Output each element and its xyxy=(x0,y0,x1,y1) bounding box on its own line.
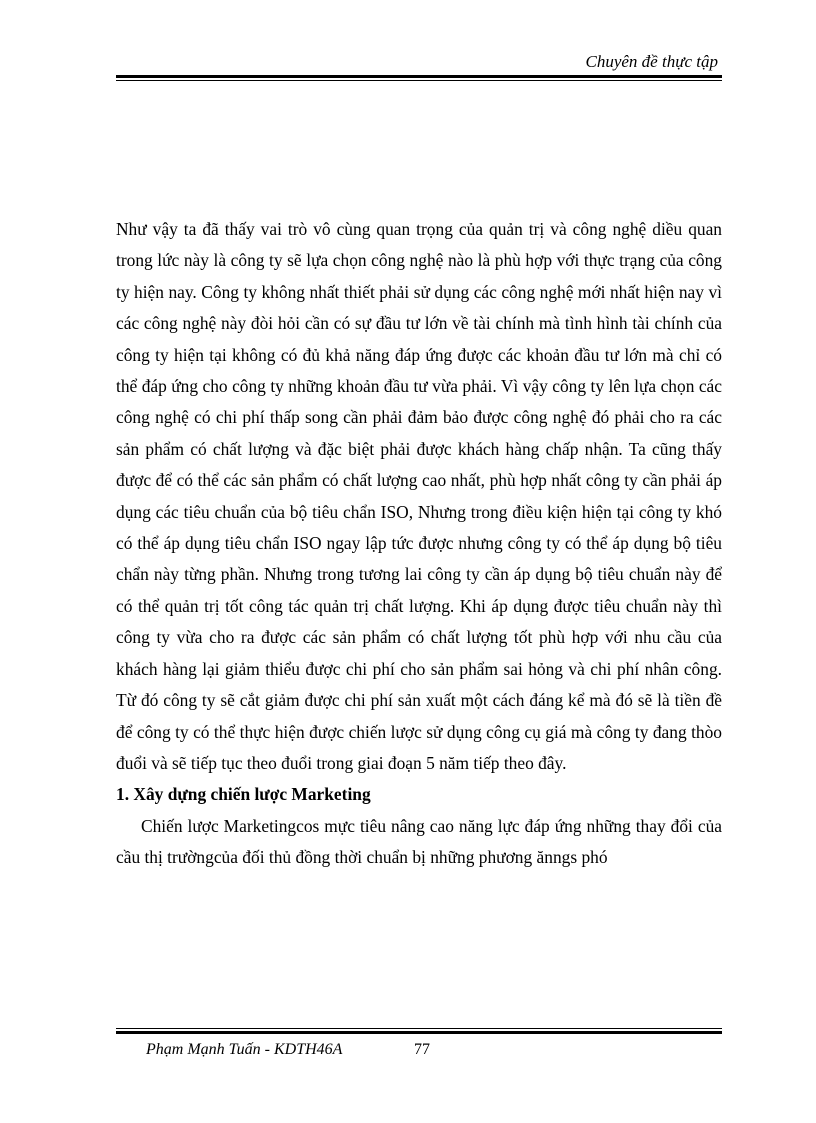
footer-rule-thick xyxy=(116,1031,722,1034)
document-title: Chuyên đề thực tập xyxy=(585,52,718,71)
header-rule-thin xyxy=(116,80,722,81)
section-paragraph: Chiến lược Marketingcos mực tiêu nâng cao năng lực đáp ứng những thay đổi của cầu thị trườngcủa đối thủ đồng thời chuẩn bị những phương ănngs phó xyxy=(116,815,722,868)
footer-rule-thin xyxy=(116,1028,722,1029)
footer-author: Phạm Mạnh Tuấn - KDTH46A xyxy=(146,1041,343,1058)
page-body xyxy=(116,214,722,874)
header-rule-thick xyxy=(116,75,722,78)
body-paragraph: Như vậy ta đã thấy vai trò vô cùng quan trọng của quản trị và công nghệ diều quan trong lức này là công ty sẽ lựa chọn công nghệ nào là phù hợp với thực trạng của công ty hiện nay. Công ty không nhất thiết phải sử dụng các công nghệ mới nhất hiện nay vì các công nghệ này đòi hỏi cần có sự đầu tư lớn về tài chính mà tình hình tài chính của công ty hiện tại không có đủ khả năng đáp ứng được các khoản đầu tư lớn mà chỉ có thể đáp ứng cho công ty những khoản đầu tư vừa phải. Vì vậy công ty lên lựa chọn các công nghệ có chi phí thấp song cần phải đảm bảo được công nghệ đó phải cho ra các sản phẩm có chất lượng và đặc biệt phải được khách hàng chấp nhận. Ta cũng thấy được để có thể các sản phẩm có chất lượng cao nhất, phù hợp nhất công ty cần phải áp dụng các tiêu chuẩn của bộ tiêu chẩn ISO, Nhưng trong điều kiện hiện tại công ty khó có thể áp dụng tiêu chẩn ISO ngay lập tức được nhưng công ty có thể áp dụng bộ tiêu chẩn này từng phần. Nhưng trong tương lai công ty cần áp dụng bộ tiêu chuẩn này để có thể quản trị tốt công tác quản trị chất lượng. Khi áp dụng được tiêu chuẩn này thì công ty vừa cho ra được các sản phẩm có chất lượng tốt phù hợp với nhu cầu của khách hàng lại giảm thiểu được chi phí cho sản phẩm sai hỏng và chi phí nhân công. Từ đó công ty sẽ cắt giảm được chi phí sản xuất một cách đáng kể mà đó sẽ là tiền đề để công ty có thể thực hiện được chiến lược sử dụng công cụ giá mà công ty đang thòo đuổi và sẽ tiếp tục theo đuổi trong giai đoạn 5 năm tiếp theo đây. xyxy=(116,219,722,773)
page-number: 77 xyxy=(414,1041,430,1058)
section-heading: 1. Xây dựng chiến lược Marketing xyxy=(116,784,371,805)
